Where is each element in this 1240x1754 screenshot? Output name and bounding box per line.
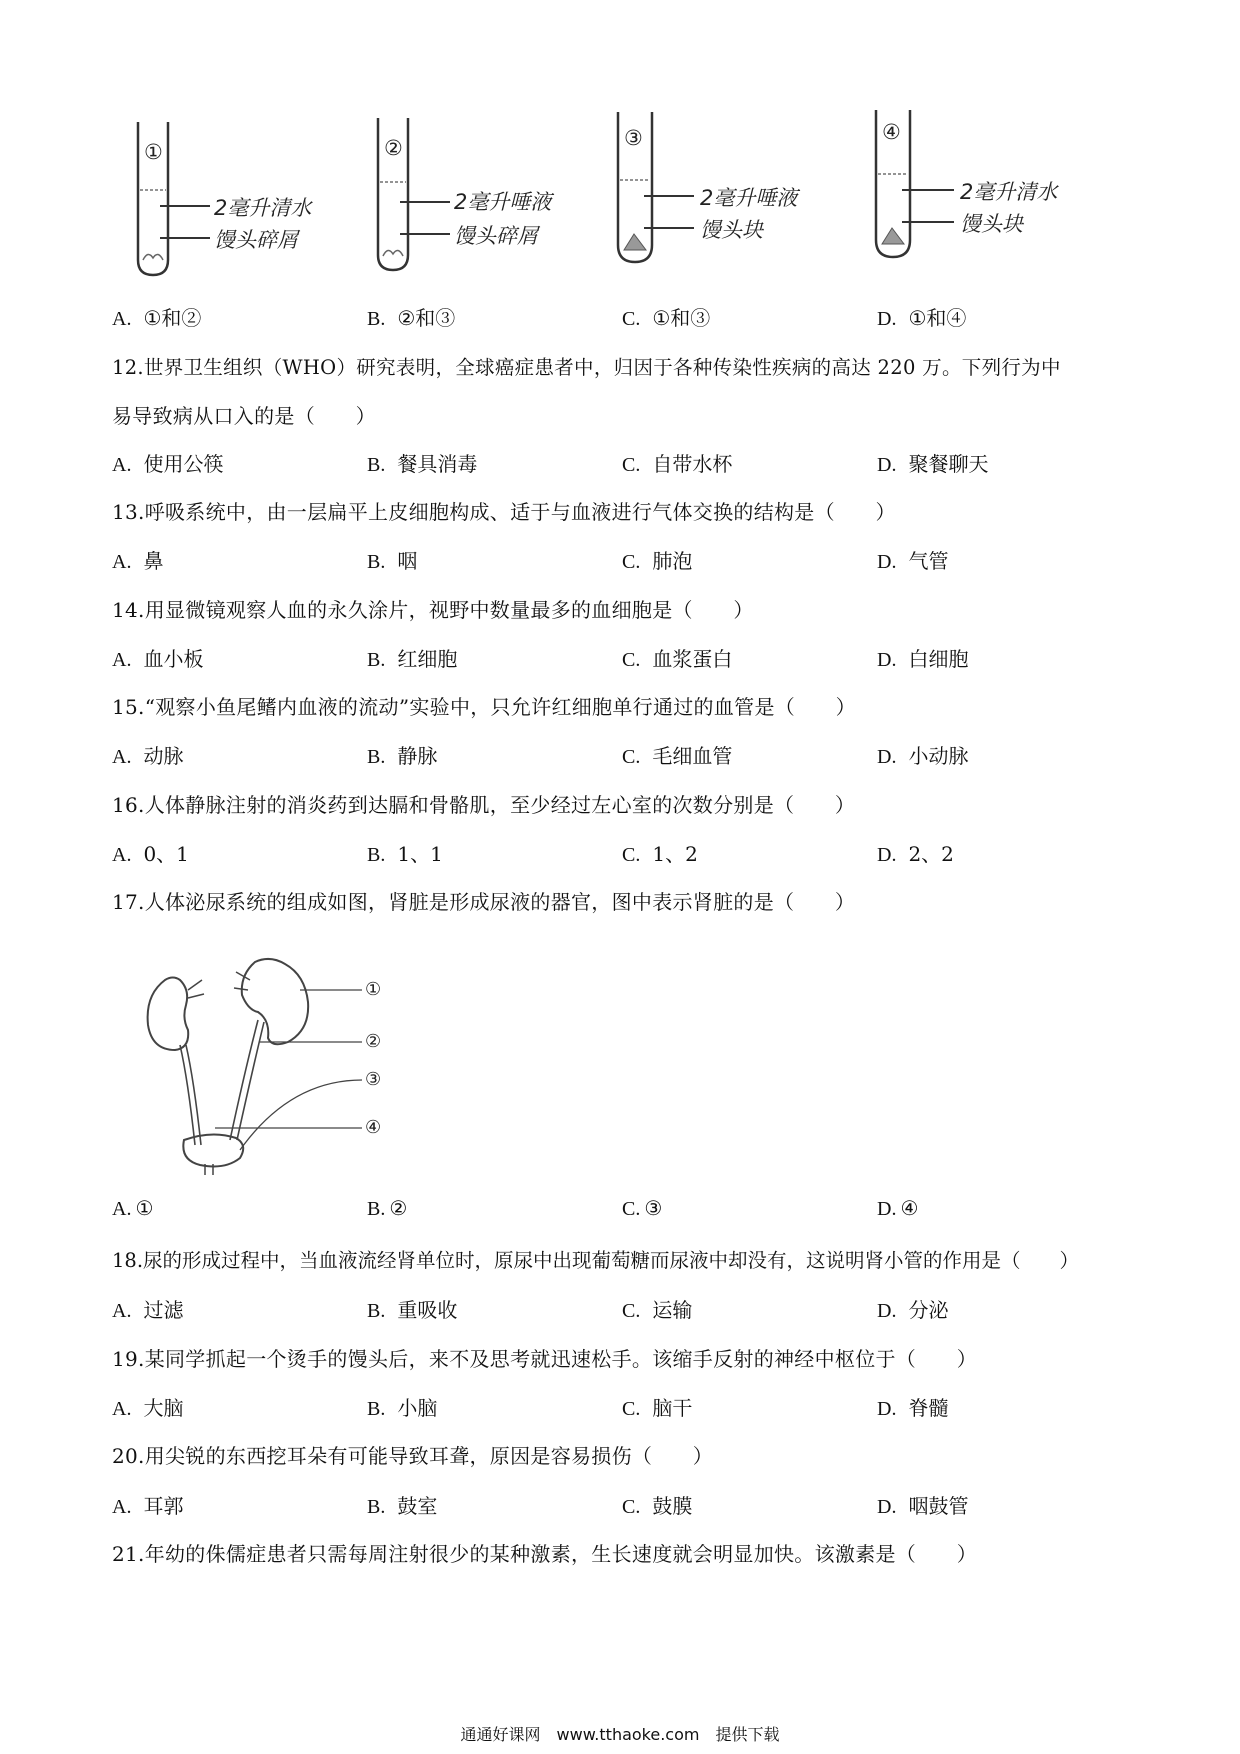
- option-a[interactable]: A. ①: [112, 1196, 154, 1220]
- question-13: 13.呼吸系统中，由一层扁平上皮细胞构成、适于与血液进行气体交换的结构是（ ）: [112, 500, 896, 524]
- question-14: 14.用显微镜观察人血的永久涂片，视野中数量最多的血细胞是（ ）: [112, 598, 754, 622]
- option-b[interactable]: B. ②: [367, 1196, 408, 1220]
- option-b[interactable]: B. 餐具消毒: [367, 452, 478, 476]
- test-tube-1: [110, 110, 340, 280]
- tube-number: ④: [882, 120, 901, 144]
- option-a[interactable]: A. 耳郭: [112, 1494, 184, 1518]
- option-d[interactable]: D. 分泌: [877, 1298, 949, 1322]
- question-12-line-2: 易导致病从口入的是（ ）: [112, 404, 376, 428]
- option-d[interactable]: D. 聚餐聊天: [877, 452, 989, 476]
- question-21: 21.年幼的侏儒症患者只需每周注射很少的某种激素，生长速度就会明显加快。该激素是（ ）: [112, 1542, 978, 1566]
- q15-options: [112, 740, 1142, 770]
- option-d[interactable]: D. ④: [877, 1196, 919, 1220]
- q17-options: [112, 1196, 1142, 1226]
- option-b[interactable]: B. 静脉: [367, 744, 438, 768]
- option-b[interactable]: B. 重吸收: [367, 1298, 458, 1322]
- option-d[interactable]: D. ①和④: [877, 306, 967, 330]
- tube-bottom-label: 馒头碎屑: [454, 224, 538, 248]
- test-tube-4: [850, 110, 1080, 280]
- q14-options: [112, 643, 1142, 673]
- option-d[interactable]: D. 脊髓: [877, 1396, 949, 1420]
- option-a[interactable]: A. 动脉: [112, 744, 184, 768]
- figure-label-2: ②: [365, 1031, 382, 1052]
- tube-bottom-label: 馒头块: [960, 212, 1023, 236]
- question-15: 15.“观察小鱼尾鳍内血液的流动”实验中，只允许红细胞单行通过的血管是（ ）: [112, 695, 856, 719]
- option-c[interactable]: C. 毛细血管: [622, 744, 733, 768]
- q11-options: [112, 302, 1142, 332]
- question-19: 19.某同学抓起一个烫手的馒头后，来不及思考就迅速松手。该缩手反射的神经中枢位于（ ）: [112, 1347, 978, 1371]
- tube-number: ②: [384, 136, 403, 160]
- q19-options: [112, 1392, 1142, 1422]
- question-17: 17.人体泌尿系统的组成如图，肾脏是形成尿液的器官，图中表示肾脏的是（ ）: [112, 890, 856, 914]
- question-18: 18.尿的形成过程中，当血液流经肾单位时，原尿中出现葡萄糖而尿液中却没有，这说明肾小管的作用是（ ）: [112, 1249, 1080, 1272]
- option-c[interactable]: C. 血浆蛋白: [622, 647, 733, 671]
- figure-label-1: ①: [365, 979, 382, 1000]
- option-c[interactable]: C. 脑干: [622, 1396, 693, 1420]
- option-c[interactable]: C. 自带水杯: [622, 452, 733, 476]
- question-20: 20.用尖锐的东西挖耳朵有可能导致耳聋，原因是容易损伤（ ）: [112, 1444, 714, 1468]
- q16-options: [112, 838, 1142, 868]
- option-c[interactable]: C. 肺泡: [622, 549, 693, 573]
- option-d[interactable]: D. 气管: [877, 549, 949, 573]
- option-d[interactable]: D. 白细胞: [877, 647, 969, 671]
- tube-top-label: 2毫升唾液: [454, 190, 552, 214]
- q20-options: [112, 1490, 1142, 1520]
- test-tube-3: [590, 110, 820, 280]
- q12-options: [112, 448, 1142, 478]
- question-12-line-1: 12.世界卫生组织（WHO）研究表明，全球癌症患者中，归因于各种传染性疾病的高达 220 万。下列行为中: [112, 356, 1061, 379]
- option-c[interactable]: C. 1、2: [622, 842, 698, 866]
- option-a[interactable]: A. 血小板: [112, 647, 204, 671]
- option-b[interactable]: B. ②和③: [367, 306, 456, 330]
- option-d[interactable]: D. 咽鼓管: [877, 1494, 969, 1518]
- tube-top-label: 2毫升清水: [214, 196, 312, 220]
- option-c[interactable]: C. 运输: [622, 1298, 693, 1322]
- option-a[interactable]: A. ①和②: [112, 306, 202, 330]
- q18-options: [112, 1294, 1142, 1324]
- option-c[interactable]: C. 鼓膜: [622, 1494, 693, 1518]
- option-a[interactable]: A. 鼻: [112, 549, 164, 573]
- option-a[interactable]: A. 过滤: [112, 1298, 184, 1322]
- page-footer: 通通好课网 www.tthaoke.com 提供下载: [460, 1725, 780, 1744]
- tube-number: ①: [144, 140, 163, 164]
- option-d[interactable]: D. 2、2: [877, 842, 954, 866]
- option-b[interactable]: B. 1、1: [367, 842, 443, 866]
- test-tube-figures: [110, 110, 1160, 280]
- figure-label-3: ③: [365, 1069, 382, 1090]
- option-b[interactable]: B. 红细胞: [367, 647, 458, 671]
- urinary-system-figure: [140, 950, 400, 1175]
- question-16: 16.人体静脉注射的消炎药到达膈和骨骼肌，至少经过左心室的次数分别是（ ）: [112, 793, 856, 817]
- option-c[interactable]: C. ③: [622, 1196, 663, 1220]
- option-a[interactable]: A. 大脑: [112, 1396, 184, 1420]
- option-a[interactable]: A. 使用公筷: [112, 452, 224, 476]
- option-b[interactable]: B. 咽: [367, 549, 418, 573]
- option-b[interactable]: B. 小脑: [367, 1396, 438, 1420]
- tube-top-label: 2毫升唾液: [700, 186, 798, 210]
- option-c[interactable]: C. ①和③: [622, 306, 711, 330]
- tube-top-label: 2毫升清水: [960, 180, 1058, 204]
- option-d[interactable]: D. 小动脉: [877, 744, 969, 768]
- figure-label-4: ④: [365, 1117, 382, 1138]
- q13-options: [112, 545, 1142, 575]
- tube-bottom-label: 馒头碎屑: [214, 228, 298, 252]
- option-a[interactable]: A. 0、1: [112, 842, 189, 866]
- option-b[interactable]: B. 鼓室: [367, 1494, 438, 1518]
- test-tube-2: [350, 110, 580, 280]
- tube-bottom-label: 馒头块: [700, 218, 763, 242]
- tube-number: ③: [624, 126, 643, 150]
